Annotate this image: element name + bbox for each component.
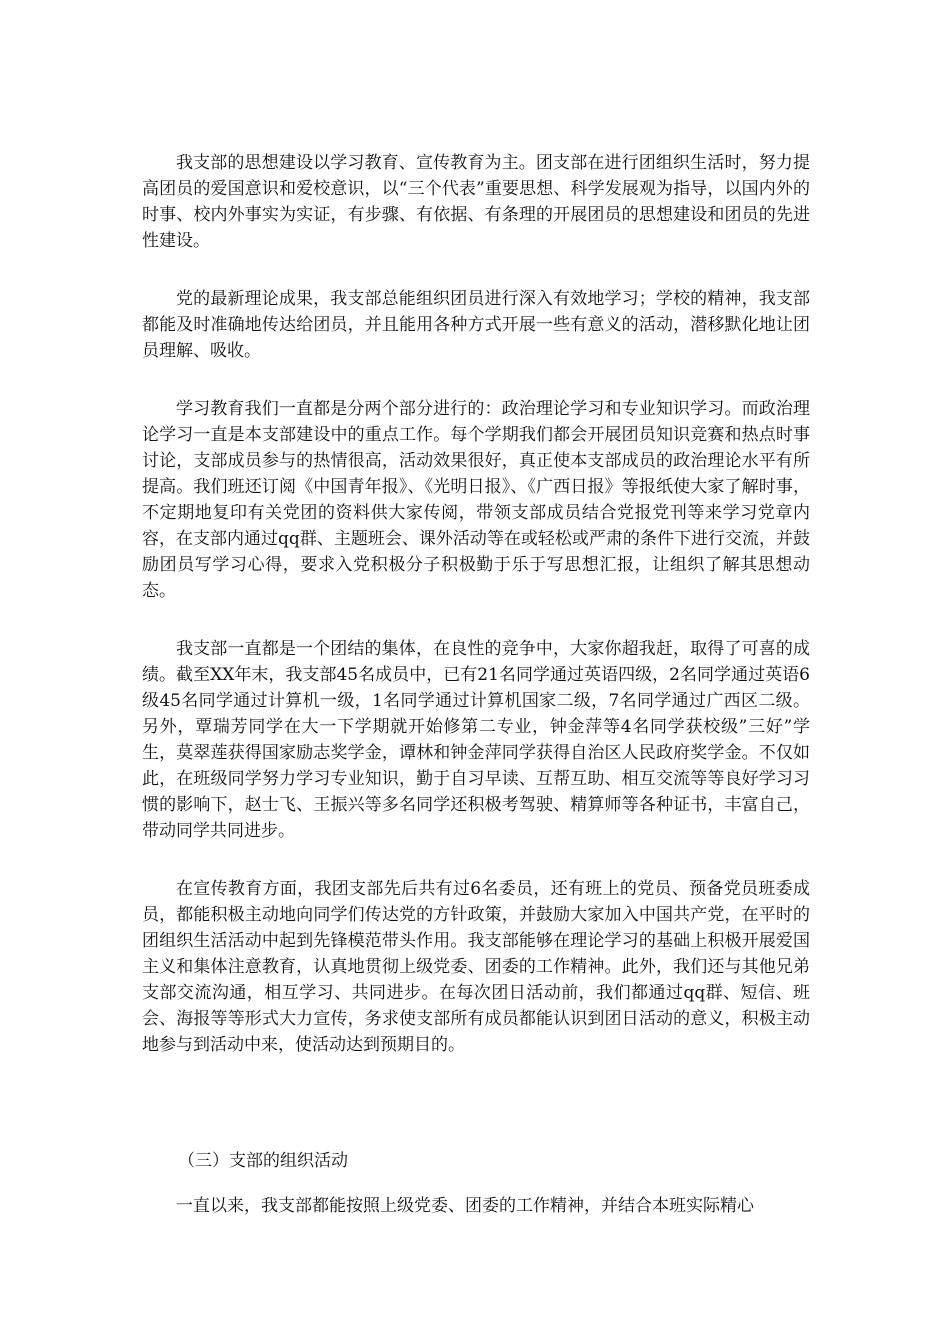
paragraph-gap [142,604,810,636]
paragraph-theory-study: 党的最新理论成果，我支部总能组织团员进行深入有效地学习；学校的精神，我支部都能及时准确地传达给团员，并且能用各种方式开展一些有意义的活动，潜移默化地让团员理解、吸收。 [142,289,810,361]
paragraph-learning-education: 学习教育我们一直都是分两个部分进行的：政治理论学习和专业知识学习。而政治理论学习一直是本支部建设中的重点工作。每个学期我们都会开展团员知识竞赛和热点时事讨论，支部成员参与的热情很高，活动效果很好，真正使本支部成员的政治理论水平有所提高。我们班还订阅《中国青年报》、《光明日报》、《广西日报》等报纸使大家了解时事，不定期地复印有关党团的资料供大家传阅，带领支部成员结合党报党刊等来学习党章内容，在支部内通过qq群、主题班会、课外活动等在或轻松或严肃的条件下进行交流，并鼓励团员写学习心得，要求入党积极分子积极勤于乐于写思想汇报，让组织了解其思想动态。 [142,399,810,601]
paragraph-organization-activities-start: 一直以来，我支部都能按照上级党委、团委的工作精神，并结合本班实际精心 [176,1196,754,1216]
paragraph-publicity-education: 在宣传教育方面，我团支部先后共有过6名委员，还有班上的党员、预备党员班委成员，都能积极主动地向同学们传达党的方针政策，并鼓励大家加入中国共产党，在平时的团组织生活活动中起到先锋模范带头作用。我支部能够在理论学习的基础上积极开展爱国主义和集体注意教育，认真地贯彻上级党委、团委的工作精神。此外，我们还与其他兄弟支部交流沟通，相互学习、共同进步。在每次团日活动前，我们都通过qq群、短信、班会、海报等等形式大力宣传，务求使支部所有成员都能认识到团日活动的意义，积极主动地参与到活动中来，使活动达到预期目的。 [142,879,810,1055]
paragraph-gap [142,254,810,286]
section-heading: （三）支部的组织活动 [178,1151,348,1171]
paragraph-gap [142,844,810,876]
paragraph-achievements: 我支部一直都是一个团结的集体，在良性的竞争中，大家你超我赶，取得了可喜的成绩。截至XX年末，我支部45名成员中，已有21名同学通过英语四级，2名同学通过英语6级45名同学通过计算机一级，1名同学通过计算机国家二级，7名同学通过广西区二级。另外，覃瑞芳同学在大一下学期就开始修第二专业，钟金萍等4名同学获校级”三好”学生，莫翠莲获得国家励志奖学金，谭林和钟金萍同学获得自治区人民政府奖学金。不仅如此，在班级同学努力学习专业知识，勤于自习早读、互帮互助、相互交流等等良好学习习惯的影响下，赵士飞、王振兴等多名同学还积极考驾驶、精算师等各种证书，丰富自己，带动同学共同进步。 [142,639,810,841]
paragraph-gap [142,364,810,396]
paragraph-ideological-construction: 我支部的思想建设以学习教育、宣传教育为主。团支部在进行团组织生活时，努力提高团员的爱国意识和爱校意识，以“三个代表”重要思想、科学发展观为指导，以国内外的时事、校内外事实为实证，有步骤、有依据、有条理的开展团员的思想建设和团员的先进性建设。 [142,153,810,251]
document-body [142,150,810,1058]
